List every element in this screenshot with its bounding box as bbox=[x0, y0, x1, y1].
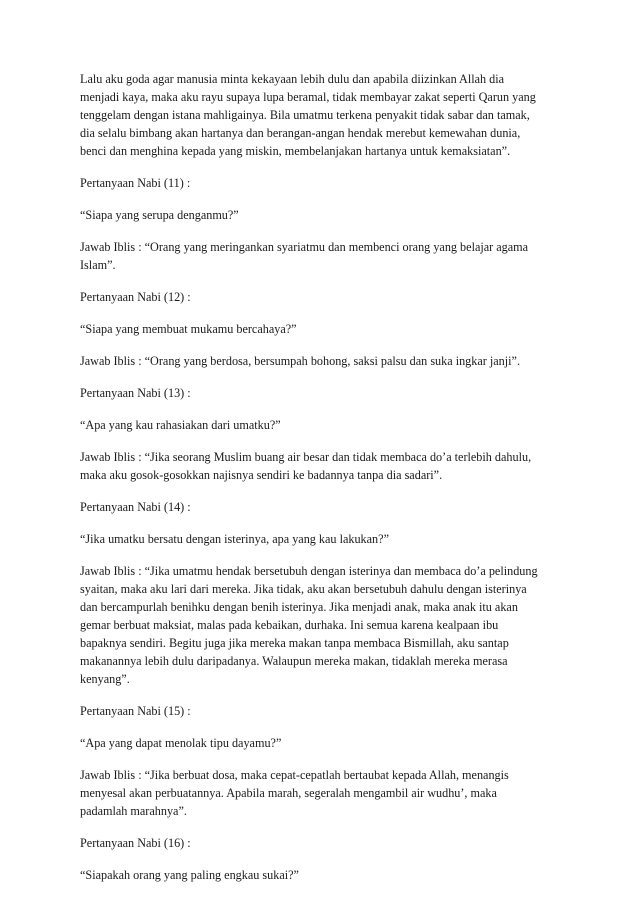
question-heading-15: Pertanyaan Nabi (15) : bbox=[80, 704, 191, 718]
question-14: “Jika umatku bersatu dengan isterinya, apa yang kau lakukan?” bbox=[80, 532, 389, 546]
question-heading-13: Pertanyaan Nabi (13) : bbox=[80, 386, 191, 400]
question-13: “Apa yang kau rahasiakan dari umatku?” bbox=[80, 418, 281, 432]
answer-13: Jawab Iblis : “Jika seorang Muslim buang air besar dan tidak membaca do’a terlebih dahulu, maka aku gosok-gosokkan najisnya sendiri ke badannya tanpa dia sadari”. bbox=[80, 450, 532, 482]
answer-15: Jawab Iblis : “Jika berbuat dosa, maka cepat-cepatlah bertaubat kepada Allah, menangis menyesal akan perbuatannya. Apabila marah, segeralah mengambil air wudhu’, maka padamlah marahnya”. bbox=[80, 768, 509, 818]
question-heading-16: Pertanyaan Nabi (16) : bbox=[80, 836, 191, 850]
paragraph-intro: Lalu aku goda agar manusia minta kekayaan lebih dulu dan apabila diizinkan Allah dia menjadi kaya, maka aku rayu supaya lupa beramal, tidak membayar zakat seperti Qarun yang tenggelam dengan istana mahligainya. Bila umatmu terkena penyakit tidak sabar dan tamak, dia selalu bimbang akan hartanya dan berangan-angan hendak merebut kemewahan dunia, benci dan menghina kepada yang miskin, membelanjakan hartanya untuk kemaksiatan”. bbox=[80, 72, 536, 158]
answer-12: Jawab Iblis : “Orang yang berdosa, bersumpah bohong, saksi palsu dan suka ingkar janji”. bbox=[80, 354, 520, 368]
question-heading-12: Pertanyaan Nabi (12) : bbox=[80, 290, 191, 304]
question-heading-14: Pertanyaan Nabi (14) : bbox=[80, 500, 191, 514]
question-11: “Siapa yang serupa denganmu?” bbox=[80, 208, 239, 222]
question-12: “Siapa yang membuat mukamu bercahaya?” bbox=[80, 322, 297, 336]
document-page bbox=[80, 70, 565, 898]
question-16: “Siapakah orang yang paling engkau sukai?” bbox=[80, 868, 299, 882]
answer-11: Jawab Iblis : “Orang yang meringankan syariatmu dan membenci orang yang belajar agama Islam”. bbox=[80, 240, 529, 272]
answer-14: Jawab Iblis : “Jika umatmu hendak bersetubuh dengan isterinya dan membaca do’a pelindung syaitan, maka aku lari dari mereka. Jika tidak, aku akan bersetubuh dahulu dengan isterinya dan bercampurlah benihku dengan benih isterinya. Jika menjadi anak, maka anak itu akan gemar berbuat maksiat, malas pada kebaikan, durhaka. Ini semua karena kealpaan ibu bapaknya sendiri. Begitu juga jika mereka makan tanpa membaca Bismillah, aku santap makanannya lebih dulu daripadanya. Walaupun mereka makan, tidaklah mereka merasa kenyang”. bbox=[80, 564, 538, 686]
question-15: “Apa yang dapat menolak tipu dayamu?” bbox=[80, 736, 282, 750]
question-heading-11: Pertanyaan Nabi (11) : bbox=[80, 176, 191, 190]
